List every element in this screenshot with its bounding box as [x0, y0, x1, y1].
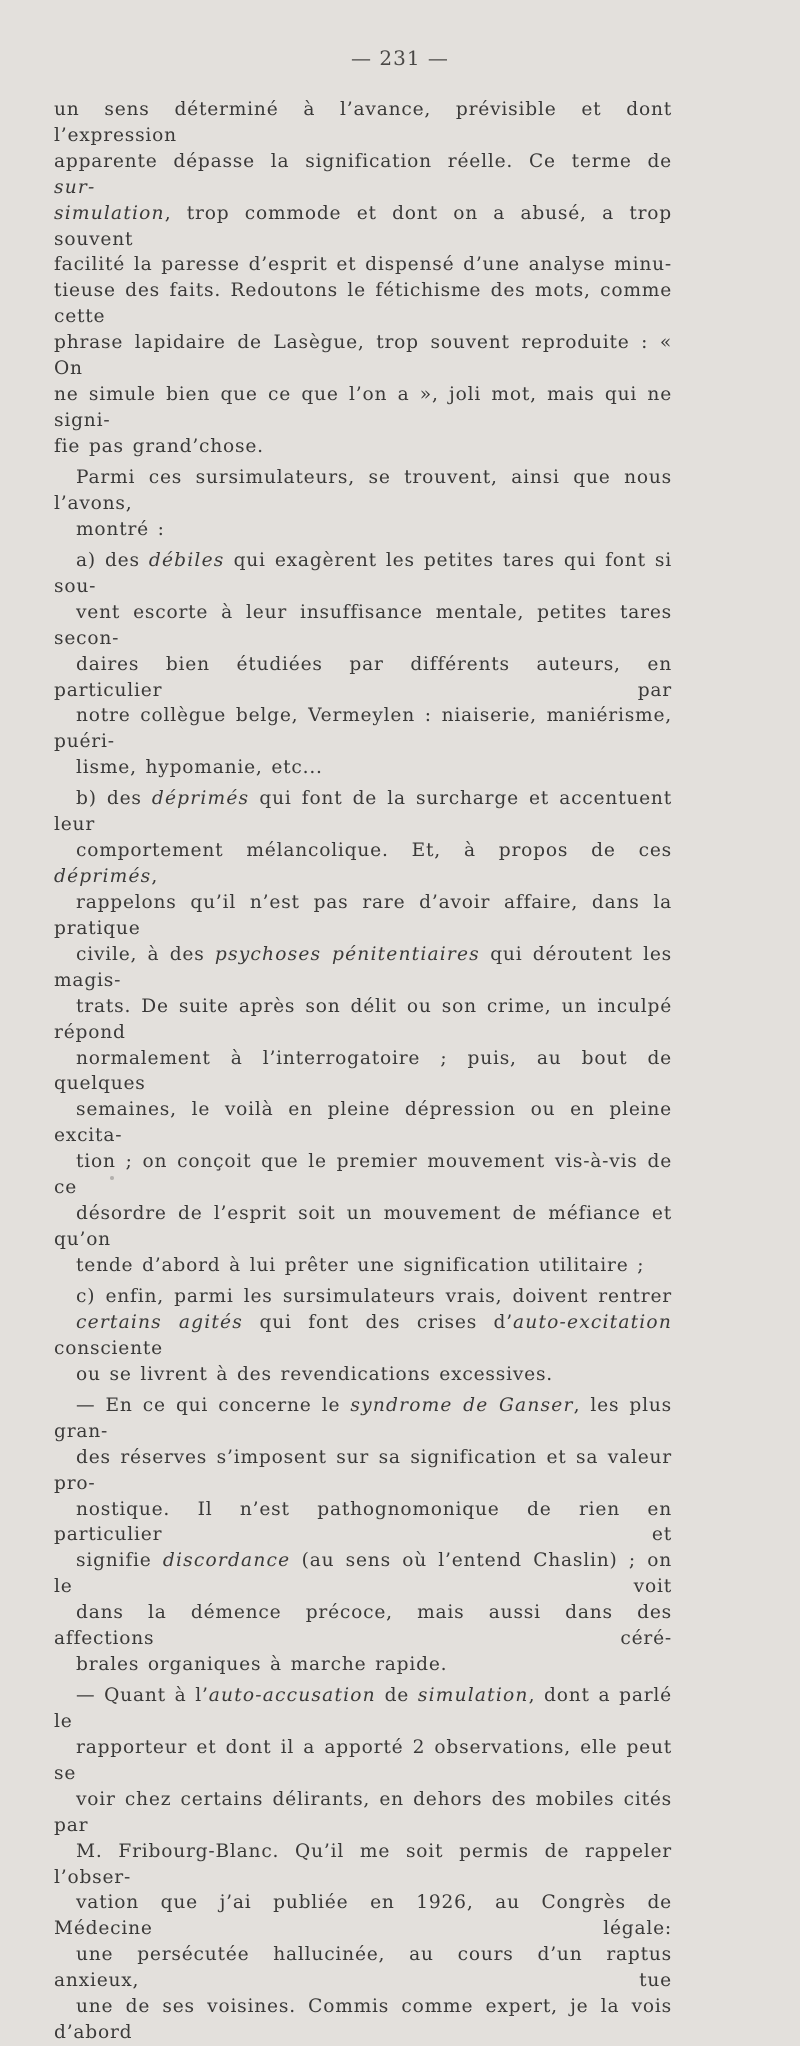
paragraph-3 — [54, 548, 672, 781]
paragraph-6 — [54, 1393, 672, 1678]
italic-term: discordance — [162, 1550, 291, 1572]
paragraph-5 — [54, 1284, 672, 1388]
line: M. Fribourg-Blanc. Qu’il me soit permis de rappeler l’obser- — [54, 1840, 672, 1888]
line: rappelons qu’il n’est pas rare d’avoir affaire, dans la pratique — [54, 892, 672, 939]
line: vation que j’ai publiée en 1926, au Congrès de Médecine légale: — [54, 1892, 672, 1940]
line: vent escorte à leur insuffisance mentale, petites tares secon- — [54, 601, 672, 649]
page-number: — 231 — — [351, 46, 449, 70]
paragraph-4 — [54, 786, 672, 1278]
line: fie pas grand’chose. — [54, 435, 264, 457]
line: tende d’abord à lui prêter une signification utilitaire ; — [76, 1254, 645, 1276]
italic-term: déprimés — [151, 788, 250, 810]
line: nostique. Il n’est pathognomonique de rien en particulier et — [54, 1498, 672, 1546]
italic-term: certains agités — [76, 1311, 244, 1333]
line: simulation, trop commode et dont on a abusé, a trop souvent — [54, 202, 672, 250]
paragraph-7 — [54, 1683, 672, 2046]
line: Parmi ces sursimulateurs, se trouvent, ainsi que nous l’avons, — [54, 466, 672, 514]
paragraph-2 — [54, 465, 672, 543]
line: un sens déterminé à l’avance, prévisible et dont l’expression — [54, 99, 672, 146]
line: voir chez certains délirants, en dehors des mobiles cités par — [54, 1788, 672, 1836]
line: — En ce qui concerne le syndrome de Ganser, les plus gran- — [54, 1394, 672, 1442]
line: lisme, hypomanie, etc... — [76, 757, 323, 779]
italic-term: psychoses pénitentiaires — [214, 943, 480, 965]
italic-term: auto-excitation — [512, 1311, 672, 1333]
line: ou se livrent à des revendications excessives. — [76, 1363, 554, 1385]
line: civile, à des psychoses pénitentiaires qui déroutent les magis- — [54, 943, 672, 991]
body-text — [54, 97, 672, 2046]
paper-speck — [110, 1176, 114, 1180]
line: c) enfin, parmi les sursimulateurs vrais, doivent rentrer — [76, 1285, 672, 1307]
italic-term: déprimés — [54, 866, 152, 888]
line: facilité la paresse d’esprit et dispensé d’une analyse minu- — [54, 254, 672, 276]
italic-term: simulation — [54, 202, 165, 224]
line: brales organiques à marche rapide. — [76, 1653, 448, 1675]
line: trats. De suite après son délit ou son crime, un inculpé répond — [54, 995, 672, 1043]
italic-term: sur- — [54, 176, 96, 198]
line: des réserves s’imposent sur sa signification et sa valeur pro- — [54, 1446, 672, 1494]
line: montré : — [76, 518, 165, 540]
paragraph-1 — [54, 97, 672, 460]
line: une de ses voisines. Commis comme expert, je la vois d’abord — [54, 1996, 672, 2043]
line: phrase lapidaire de Lasègue, trop souvent reproduite : « On — [54, 332, 672, 380]
italic-term: simulation — [417, 1685, 529, 1707]
line: — Quant à l’auto-accusation de simulation, dont a parlé le — [54, 1685, 672, 1733]
line: semaines, le voilà en pleine dépression ou en pleine excita- — [54, 1099, 672, 1147]
line: rapporteur et dont il a apporté 2 observations, elle peut se — [54, 1736, 672, 1784]
line: normalement à l’interrogatoire ; puis, au bout de quelques — [54, 1047, 672, 1095]
line: tieuse des faits. Redoutons le fétichisme des mots, comme cette — [54, 280, 672, 328]
line: a) des débiles qui exagèrent les petites tares qui font si sou- — [54, 550, 672, 597]
line: apparente dépasse la signification réelle. Ce terme de sur- — [54, 150, 672, 198]
line: b) des déprimés qui font de la surcharge et accentuent leur — [54, 788, 672, 836]
line: daires bien étudiées par différents auteurs, en particulier par — [54, 653, 672, 701]
line: ne simule bien que ce que l’on a », joli mot, mais qui ne signi- — [54, 383, 672, 431]
line: dans la démence précoce, mais aussi dans des affections céré- — [54, 1602, 672, 1650]
line: désordre de l’esprit soit un mouvement de méfiance et qu’on — [54, 1202, 672, 1250]
line: signifie discordance (au sens où l’entend Chaslin) ; on le voit — [54, 1550, 672, 1598]
line: certains agités qui font des crises d’auto-excitation consciente — [54, 1311, 672, 1359]
italic-term: auto-accusation — [208, 1685, 376, 1707]
line: notre collègue belge, Vermeylen : niaiserie, maniérisme, puéri- — [54, 705, 672, 753]
line: une persécutée hallucinée, au cours d’un raptus anxieux, tue — [54, 1944, 672, 1992]
line: tion ; on conçoit que le premier mouvement vis-à-vis de ce — [54, 1151, 672, 1199]
line: comportement mélancolique. Et, à propos de ces déprimés, — [54, 840, 672, 888]
italic-term: débiles — [148, 550, 225, 571]
italic-term: syndrome de Ganser — [350, 1394, 574, 1416]
